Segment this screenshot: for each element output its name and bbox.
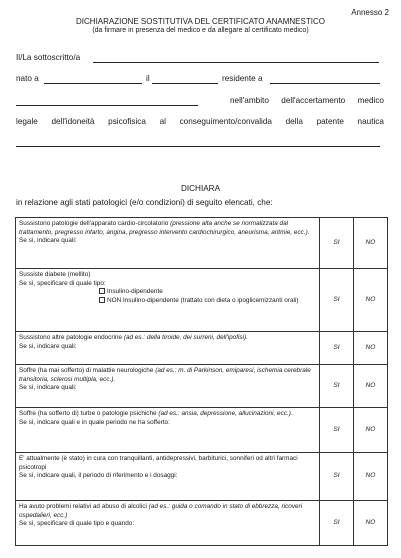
context-text: nell'ambito dell'accertamento medico: [230, 96, 384, 105]
document-title: DICHIARAZIONE SOSTITUTIVA DEL CERTIFICATO ANAMNESTICO: [76, 17, 325, 26]
no-option[interactable]: NO: [354, 408, 388, 453]
no-option[interactable]: NO: [354, 218, 388, 269]
condition-lead: Sussistono patologie dell'apparato cardio-circolatorio: [19, 220, 169, 227]
undersigned-label: Il/La sottoscritto/a: [16, 53, 81, 62]
condition-ask: Se sì, indicare quali, il periodo di riferimento e i dosaggi:: [19, 472, 178, 480]
no-option[interactable]: NO: [354, 501, 388, 546]
date-label: il: [146, 74, 150, 83]
table-row: [16, 365, 388, 408]
diabetes-type-2: NON Insulino-dipendente (trattato con dieta o ipoglicemizzanti orali): [107, 296, 299, 304]
yes-option[interactable]: SI: [320, 365, 354, 408]
declares-intro: in relazione agli stati patologici (e/o condizioni) di seguito elencati, che:: [16, 198, 273, 207]
condition-ask: Se sì, indicare quali:: [19, 384, 77, 392]
yes-option[interactable]: SI: [320, 453, 354, 501]
condition-note: (pressione alta anche se normalizzata dal trattamento, pregresso infarto, angina, pregresso intervento cardiochirurgico, aneurisma, aritmie, ecc.).: [19, 220, 310, 236]
birthplace-field[interactable]: [44, 83, 142, 84]
table-row: [16, 269, 388, 332]
condition-ask: Se sì, indicare quali:: [19, 342, 77, 350]
yes-option[interactable]: SI: [320, 408, 354, 453]
condition-note: (ad es.: ansia, depressione, allucinazioni, ecc.).: [158, 410, 293, 417]
born-label: nato a: [16, 74, 39, 83]
yes-option[interactable]: SI: [320, 501, 354, 546]
condition-lead: Soffre (ha sofferto di) turbe o patologie psichiche: [19, 410, 157, 417]
extra-field[interactable]: [16, 146, 380, 147]
condition-lead: Soffre (ha mai sofferto) di malattie neurologiche: [19, 367, 154, 374]
table-row: [16, 408, 388, 453]
condition-cell: [16, 501, 320, 546]
purpose-word: al: [159, 117, 166, 126]
condition-cell: [16, 269, 320, 332]
no-option[interactable]: NO: [354, 269, 388, 332]
condition-lead: E' attualmente (è stato) in cura con tranquillanti, antidepressivi, barbiturici, sonniferi od altri farmaci psicotropi: [19, 455, 298, 471]
yes-option[interactable]: SI: [320, 332, 354, 365]
condition-lead: Sussiste diabete (mellito): [19, 271, 91, 278]
no-option[interactable]: NO: [354, 332, 388, 365]
resident-label: residente a: [222, 74, 263, 83]
condition-ask: Se sì, specificare di quale tipo:: [19, 279, 106, 287]
undersigned-field[interactable]: [93, 62, 379, 63]
condition-cell: [16, 218, 320, 269]
address-field[interactable]: [16, 105, 198, 106]
purpose-word: patente: [316, 117, 344, 126]
table-row: [16, 501, 388, 546]
condition-lead: Sussistono altre patologie endocrine: [19, 334, 123, 341]
conditions-table: [15, 217, 388, 546]
purpose-word: dell'idoneità: [51, 117, 95, 126]
no-option[interactable]: NO: [354, 453, 388, 501]
purpose-word: della: [285, 117, 303, 126]
condition-cell: [16, 365, 320, 408]
purpose-word: nautica: [357, 117, 384, 126]
condition-cell: [16, 332, 320, 365]
table-row: [16, 332, 388, 365]
checkbox-icon[interactable]: [99, 297, 105, 303]
table-row: [16, 218, 388, 269]
diabetes-type-1: Insulino-dipendente: [107, 288, 163, 296]
purpose-word: psicofisica: [108, 117, 146, 126]
condition-lead: Ha avuto problemi relativi ad abuso di alcolici: [19, 503, 147, 510]
residence-field[interactable]: [270, 83, 380, 84]
checkbox-icon[interactable]: [99, 288, 105, 294]
condition-note: (ad es.: m. di Parkinson, emiparesi, ischemia cerebrale transitoria, sclerosi multipla, ecc.).: [19, 367, 311, 383]
birthdate-field[interactable]: [152, 83, 218, 84]
purpose-word: conseguimento/convalida: [179, 117, 272, 126]
yes-option[interactable]: SI: [320, 218, 354, 269]
condition-ask: Se sì, indicare quali:: [19, 237, 77, 245]
document-subtitle: (da firmare in presenza del medico e da allegare al certificato medico): [92, 27, 309, 34]
table-row: [16, 453, 388, 501]
purpose-word: legale: [16, 117, 38, 126]
condition-note: (ad es.: della tiroide, dei surreni, dell'ipofisi).: [123, 334, 248, 341]
condition-ask: Se sì, specificare di quale tipo e quando:: [19, 520, 135, 528]
yes-option[interactable]: SI: [320, 269, 354, 332]
condition-note: (ad es.: guida o comando in stato di ebbrezza, ricoveri ospedalieri, ecc.): [19, 503, 303, 519]
condition-cell: [16, 408, 320, 453]
condition-ask: Se sì, indicare quali e in quale periodo ne ha sofferto:: [19, 418, 170, 426]
annex-label: Annesso 2: [351, 8, 389, 17]
declares-heading: DICHIARA: [180, 184, 221, 193]
condition-cell: [16, 453, 320, 501]
no-option[interactable]: NO: [354, 365, 388, 408]
purpose-text: [16, 117, 384, 126]
